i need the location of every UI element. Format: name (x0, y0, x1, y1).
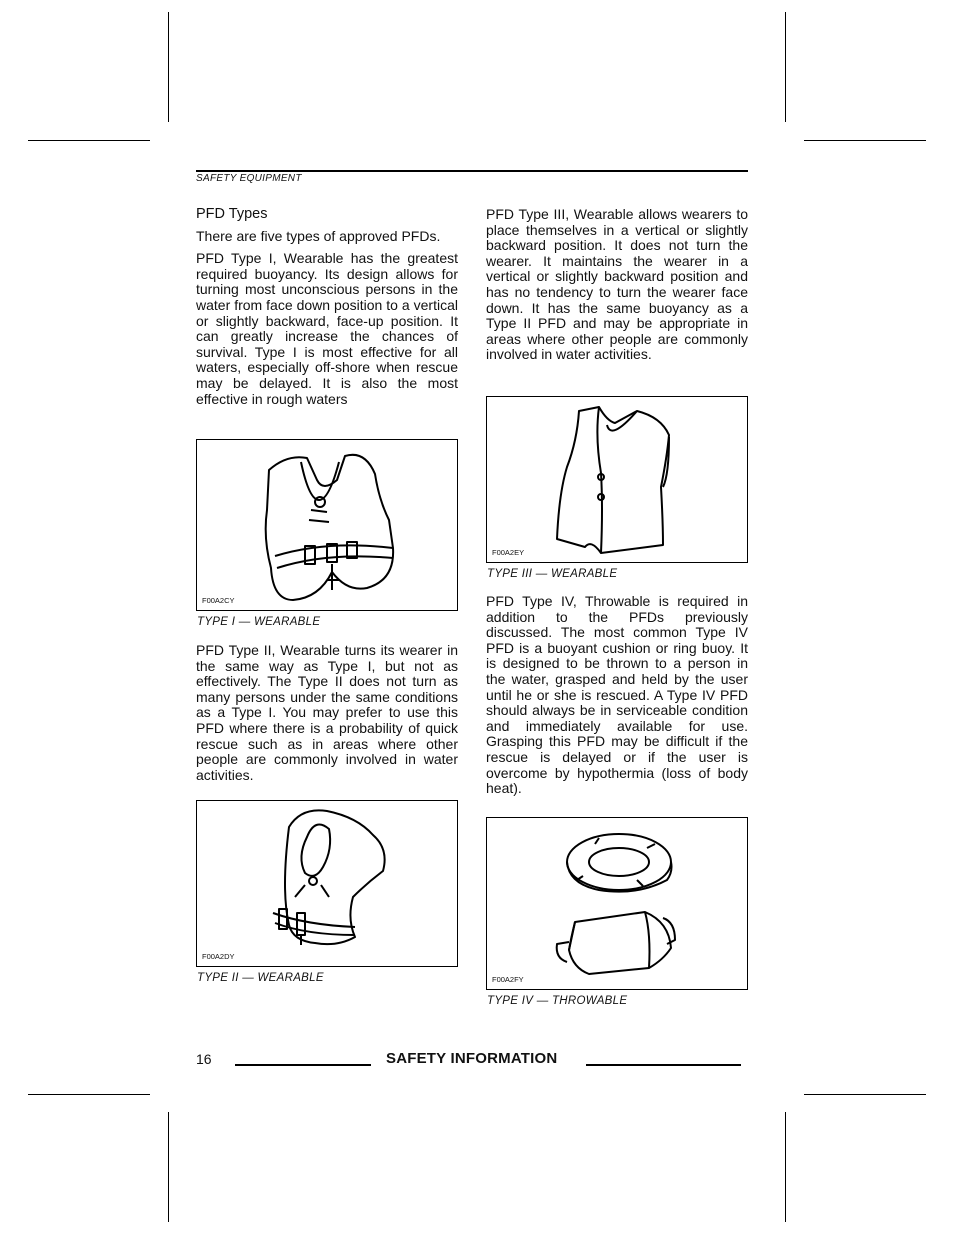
crop-mark (168, 12, 169, 122)
life-vest-type2-icon (197, 801, 457, 966)
figure-type2 (196, 800, 458, 967)
footer-rule-right (586, 1064, 741, 1066)
life-vest-type1-icon (197, 440, 457, 610)
type1-paragraph (196, 251, 458, 407)
ring-buoy-and-cushion-icon (487, 818, 747, 989)
figure-code: F00A2CY (202, 596, 235, 605)
type4-label: PFD Type IV (486, 593, 573, 609)
type2-text: , Wearable turns its wearer in the same way as Type I, but not as effectively. The Type II does not turn as many persons under the same conditions as a Type I. You may prefer to use this PFD where there is a probability of quick rescue such as in areas where other people are commonly involved in water activities. (196, 642, 458, 783)
crop-mark (785, 12, 786, 122)
pfd-types-heading: PFD Types (196, 206, 268, 222)
footer-rule-left (235, 1064, 371, 1066)
type3-label: PFD Type III (486, 206, 566, 222)
crop-mark (804, 140, 926, 141)
left-column (196, 207, 458, 414)
type1-text: , Wearable has the greatest required buoyancy. Its design allows for turning most unconscious persons in the water from face down position to a vertical or slightly backward, face-up position. It can greatly increase the chances of survival. Type I is most effective for all waters, especially off-shore when rescue may be delayed. It is also the most effective in rough waters (196, 250, 458, 407)
figure-code: F00A2FY (492, 975, 524, 984)
type4-text: , Throwable is required in addition to the PFDs previously discussed. The most common Type IV PFD is a buoyant cushion or ring buoy. It is designed to be thrown to a person in the water, grasped and held by the user until he or she is rescued. A Type IV PFD should always be in serviceable condition and immediately available for use. Grasping this PFD may be difficult if the rescue is delayed or if the user is overcome by hypothermia (loss of body heat). (486, 593, 748, 797)
page-number: 16 (196, 1051, 212, 1067)
figure-caption: TYPE IV — THROWABLE (487, 995, 628, 1007)
figure-caption: TYPE I — WEARABLE (197, 616, 321, 628)
right-column-lower (486, 594, 748, 804)
figure-code: F00A2EY (492, 548, 525, 557)
type1-label: PFD Type I (196, 250, 273, 267)
type3-paragraph (486, 207, 748, 363)
header-rule (196, 170, 748, 172)
type3-text: , Wearable allows wearers to place themselves in a vertical or slightly backward position. It does not turn the wearer. It maintains the wearer in a vertical or slightly backward position and has no tendency to turn the wearer face down. It has the same buoyancy as a Type II PFD and may be appropriate in areas where other people are commonly involved in water activities. (486, 206, 748, 363)
figure-type3 (486, 396, 748, 563)
left-column-lower (196, 643, 458, 790)
crop-mark (28, 140, 150, 141)
footer-title: SAFETY INFORMATION (386, 1050, 558, 1067)
life-vest-type3-icon (487, 397, 747, 562)
crop-mark (168, 1112, 169, 1222)
type2-label: PFD Type II (196, 642, 272, 658)
intro-text: There are five types of approved PFDs. (196, 227, 441, 244)
type2-paragraph (196, 643, 458, 783)
crop-mark (28, 1094, 150, 1095)
crop-mark (804, 1094, 926, 1095)
crop-mark (785, 1112, 786, 1222)
right-column (486, 207, 748, 370)
section-label: SAFETY EQUIPMENT (196, 173, 302, 184)
figure-type1 (196, 439, 458, 611)
figure-caption: TYPE III — WEARABLE (487, 568, 618, 580)
figure-type4 (486, 817, 748, 990)
type4-paragraph (486, 594, 748, 797)
figure-caption: TYPE II — WEARABLE (197, 972, 324, 984)
page-footer (196, 1050, 748, 1072)
figure-code: F00A2DY (202, 952, 235, 961)
